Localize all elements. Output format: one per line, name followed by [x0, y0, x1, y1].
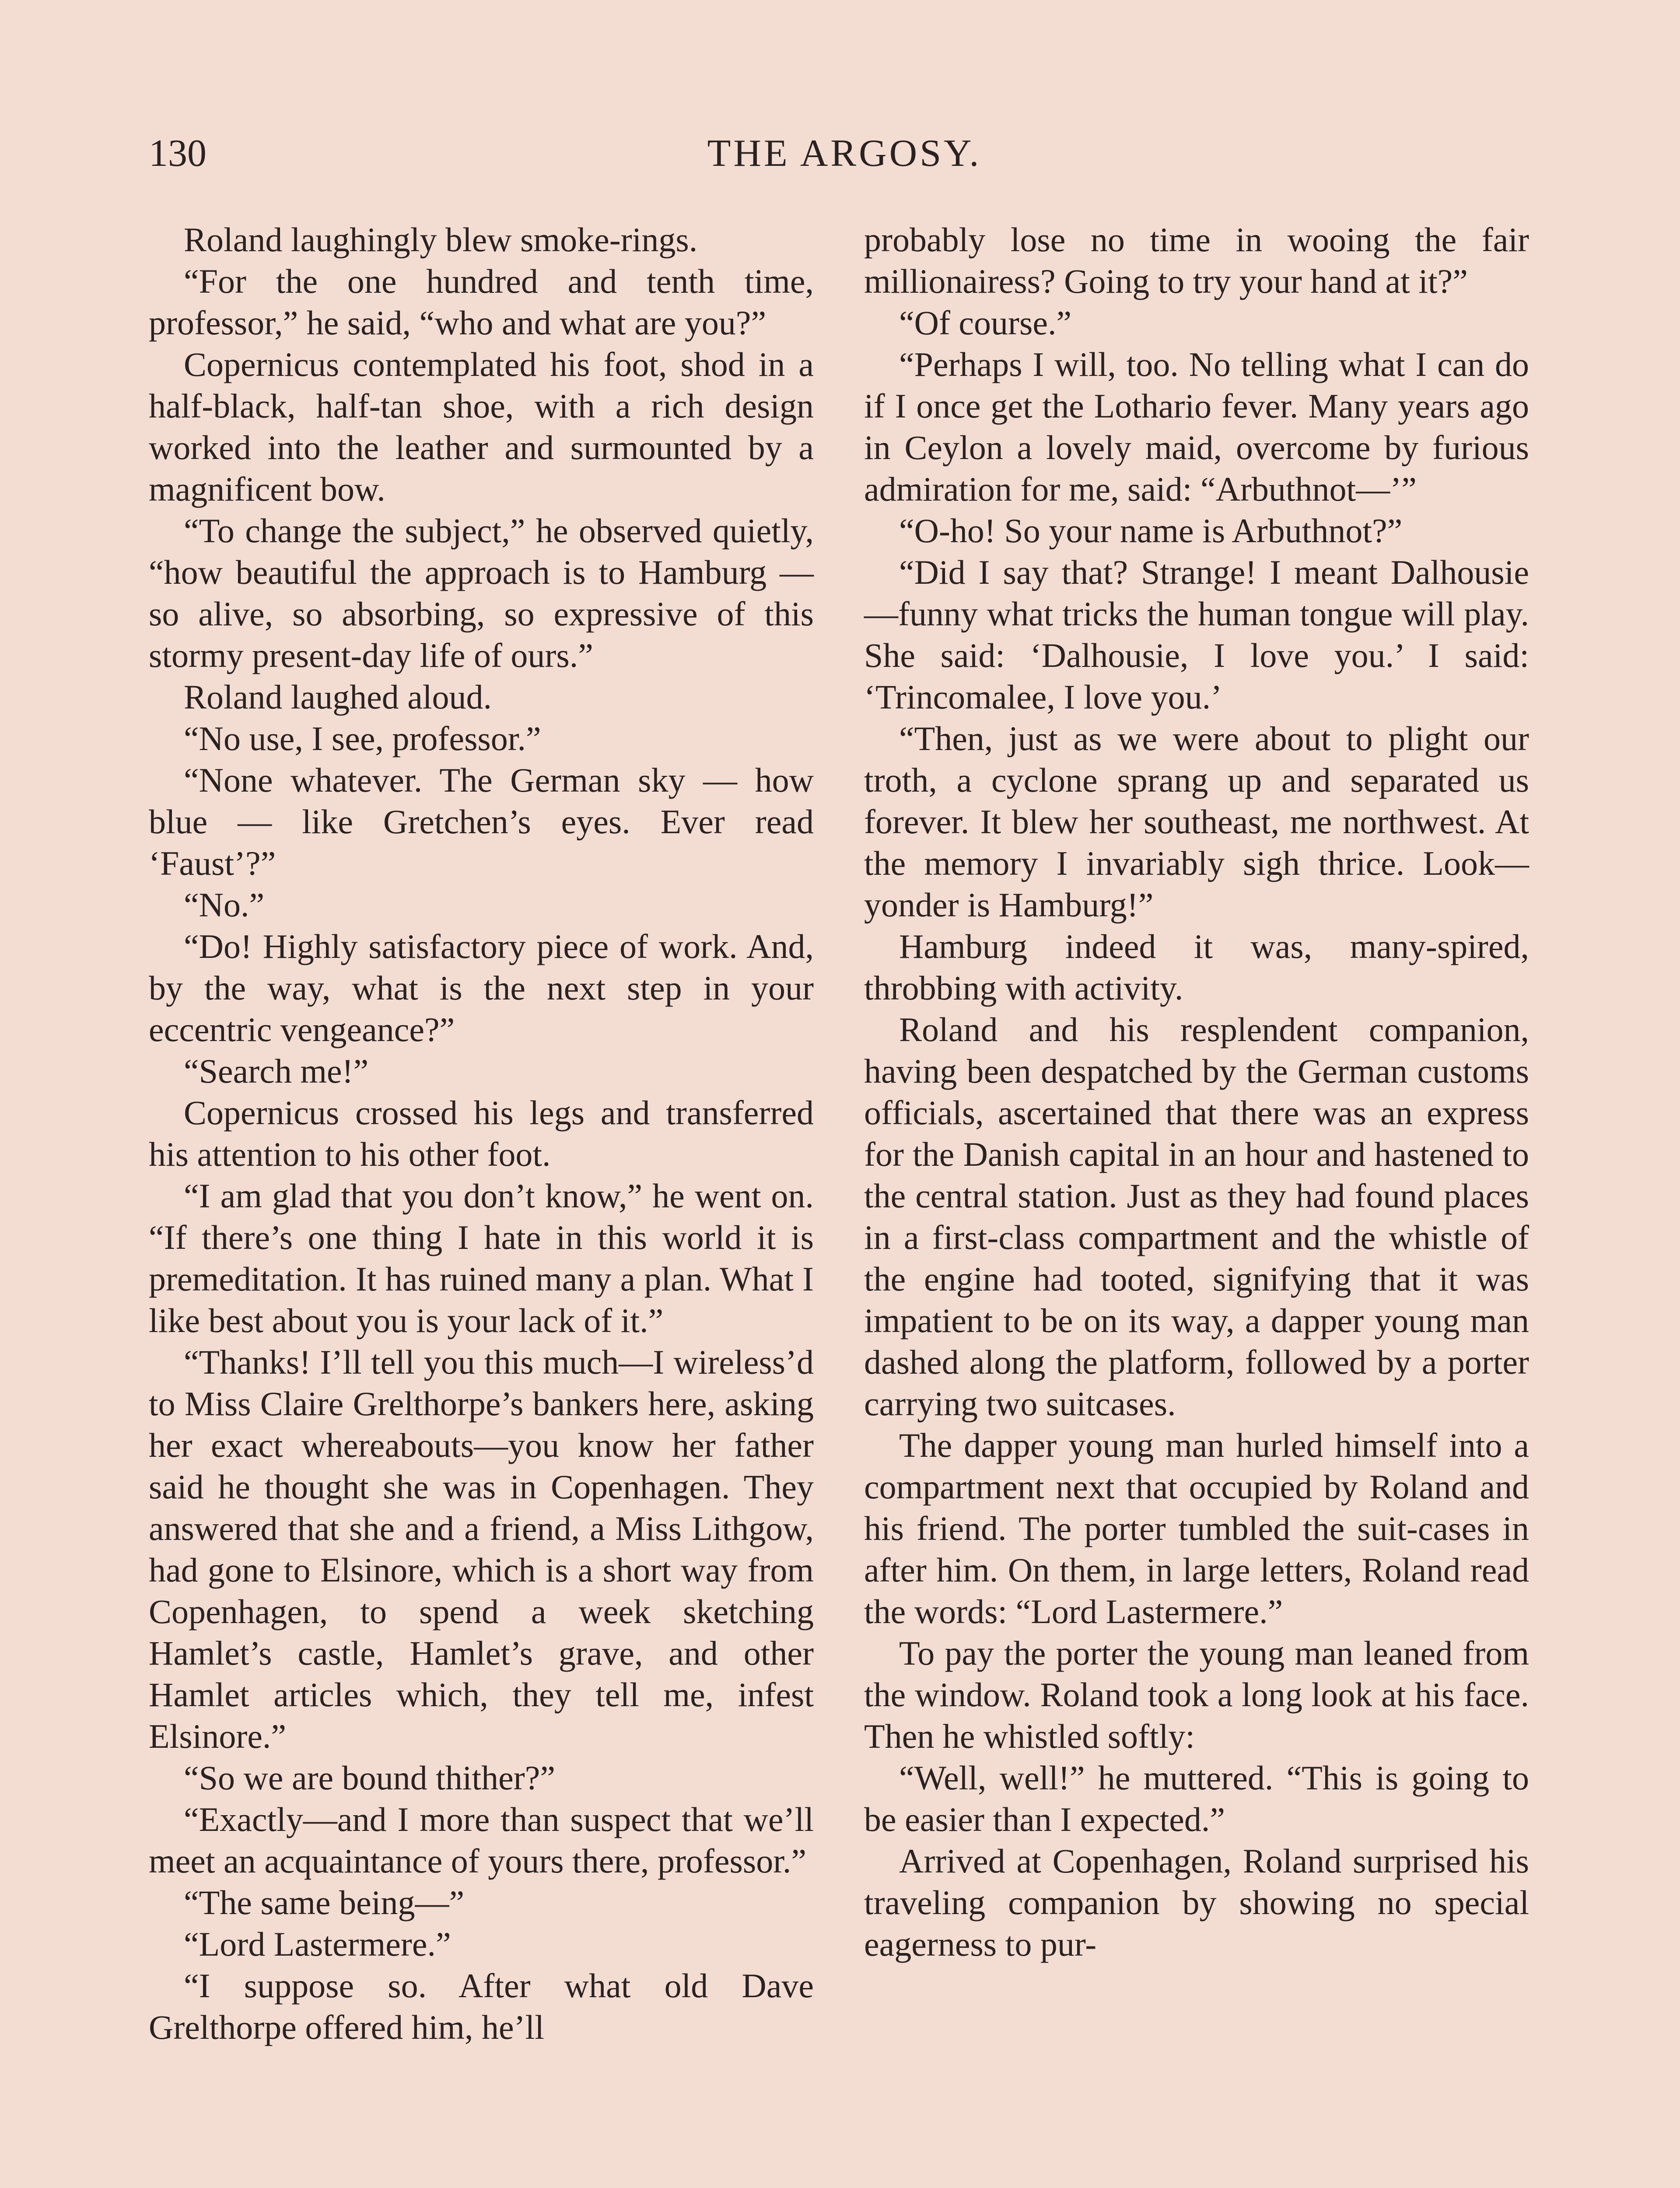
- paragraph: “O-ho! So your name is Arbuthnot?”: [899, 512, 1403, 550]
- paragraph: “To change the subject,” he observed quietly, “how beautiful the approach is to Hamburg — so alive, so absorbing, so expressive of this stormy present-day life of ours.”: [149, 512, 814, 674]
- paragraph: Roland laughed aloud.: [184, 678, 492, 716]
- paragraph: “Thanks! I’ll tell you this much—I wireless’d to Miss Claire Grelthorpe’s bankers here, asking her exact whereabouts—you know her father said he thought she was in Copenhagen. They answered that she and a friend, a Miss Lithgow, had gone to Elsinore, which is a short way from Copenhagen, to spend a week sketching Hamlet’s castle, Hamlet’s grave, and other Hamlet articles which, they tell me, infest Elsinore.”: [149, 1343, 814, 1755]
- paragraph: “I am glad that you don’t know,” he went on. “If there’s one thing I hate in this world it is premeditation. It has ruined many a plan. What I like best about you is your lack of it.”: [149, 1177, 814, 1339]
- paragraph: The dapper young man hurled himself into a compartment next that occupied by Roland and his friend. The porter tumbled the suit-cases in after him. On them, in large letters, Roland read the words: “Lord Lastermere.”: [864, 1426, 1529, 1630]
- paragraph: Copernicus contemplated his foot, shod in a half-black, half-tan shoe, with a rich design worked into the leather and surmounted by a magnificent bow.: [149, 345, 814, 508]
- paragraph: “None whatever. The German sky — how blue — like Gretchen’s eyes. Ever read ‘Faust’?”: [149, 761, 814, 882]
- paragraph: “I suppose so. After what old Dave Grelthorpe offered him, he’ll: [149, 1967, 814, 2046]
- paragraph: To pay the porter the young man leaned from the window. Roland took a long look at his face. Then he whistled softly:: [864, 1634, 1529, 1755]
- paragraph: “Exactly—and I more than suspect that we’ll meet an acquaintance of yours there, professor.”: [149, 1800, 814, 1880]
- right-column: [864, 219, 1529, 1965]
- paragraph: probably lose no time in wooing the fair millionairess? Going to try your hand at it?”: [864, 221, 1529, 300]
- paragraph: Arrived at Copenhagen, Roland surprised his traveling companion by showing no special eagerness to pur-: [864, 1842, 1529, 1963]
- paragraph: “No.”: [184, 886, 265, 924]
- paragraph: “Lord Lastermere.”: [184, 1925, 451, 1963]
- paragraph: “Did I say that? Strange! I meant Dalhousie—funny what tricks the human tongue will play. She said: ‘Dalhousie, I love you.’ I said: ‘Trincomalee, I love you.’: [864, 553, 1529, 716]
- paragraph: Roland and his resplendent companion, having been despatched by the German customs officials, ascertained that there was an express for the Danish capital in an hour and hastened to the central station. Just as they had found places in a first-class compartment and the whistle of the engine had tooted, signifying that it was impatient to be on its way, a dapper young man dashed along the platform, followed by a porter carrying two suitcases.: [864, 1010, 1529, 1423]
- paragraph: “Well, well!” he muttered. “This is going to be easier than I expected.”: [864, 1759, 1529, 1838]
- page-number: 130: [149, 132, 206, 175]
- paragraph: “The same being—”: [184, 1883, 465, 1922]
- paragraph: Roland laughingly blew smoke-rings.: [184, 221, 698, 259]
- paragraph: “For the one hundred and tenth time, professor,” he said, “who and what are you?”: [149, 262, 814, 342]
- paragraph: “No use, I see, professor.”: [184, 719, 541, 757]
- page-header: [149, 131, 1540, 184]
- paragraph: Copernicus crossed his legs and transferred his attention to his other foot.: [149, 1094, 814, 1173]
- left-column: [149, 219, 814, 2048]
- paragraph: “Perhaps I will, too. No telling what I can do if I once get the Lothario fever. Many years ago in Ceylon a lovely maid, overcome by furious admiration for me, said: “Arbuthnot—’”: [864, 345, 1529, 508]
- paragraph: “So we are bound thither?”: [184, 1759, 556, 1797]
- paragraph: “Of course.”: [899, 304, 1072, 342]
- paragraph: “Search me!”: [184, 1052, 369, 1090]
- paragraph: “Do! Highly satisfactory piece of work. And, by the way, what is the next step in your eccentric vengeance?”: [149, 927, 814, 1048]
- running-title: THE ARGOSY.: [707, 132, 982, 175]
- paragraph: “Then, just as we were about to plight our troth, a cyclone sprang up and separated us forever. It blew her southeast, me northwest. At the memory I invariably sigh thrice. Look—yonder is Hamburg!”: [864, 719, 1529, 924]
- paragraph: Hamburg indeed it was, many-spired, throbbing with activity.: [864, 927, 1529, 1007]
